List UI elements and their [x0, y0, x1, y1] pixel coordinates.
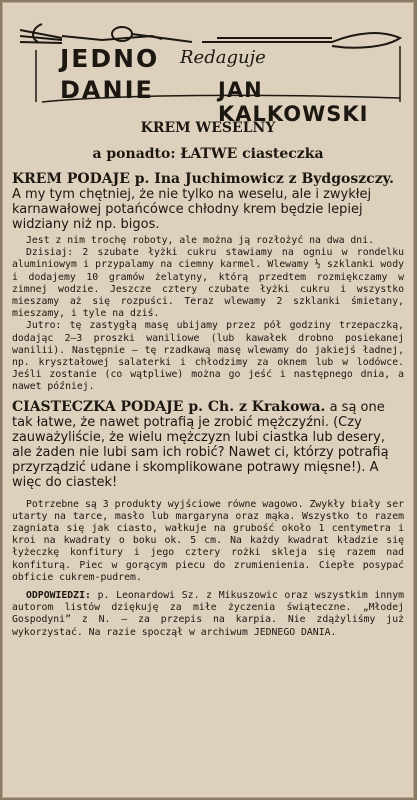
section-2-paragraph: Potrzebne są 3 produkty wyjściowe równe wagowo. Zwykły biały ser utarty na tarce, masło lub margaryna oraz mąka. Wszystko to razem zagniata się jak ciasto, wałkuje na grubość około 1 centymetra i kroi na kwadraty o boku ok. 5 cm. Na każdy kwadrat kładzie się łyżeczkę konfitury i jego cztery rożki skleja się razem nad konfiturą. Piec w gorącym piecu do zrumienienia. Ciepłe posypać obficie cukrem-pudrem. — [12, 498, 404, 583]
editor-name: JAN KALKOWSKI — [218, 78, 369, 126]
newspaper-clipping — [2, 2, 414, 798]
responses-paragraph — [12, 590, 404, 639]
column-header — [2, 2, 414, 126]
section-2-lead-text: a są one tak łatwe, że nawet potrafią je zrobić mężczyźni. (Czy zauważyliście, że wielu mężczyzn lubi ciastka lub desery, ale żaden nie lubi sam ich robić? Nawet ci, którzy potrafią przyrządzić udane i skomplikowane potrawy mięsne!). A więc do ciastek! — [12, 399, 389, 490]
article-subtitle: a ponadto: ŁATWE ciasteczka — [92, 146, 324, 162]
responses-text: p. Leonardowi Sz. z Mikuszowic oraz wszystkim innym autorom listów dziękuję za miłe życzenia świąteczne. „Młodej Gospodyni” z N. — za przepis na karpia. Nie zdążyliśmy już wykorzystać. Na razie spoczął w archiwum JEDNEGO DANIA. — [12, 590, 404, 638]
section-1-lead — [12, 172, 404, 232]
section-2-heading: CIASTECZKA PODAJE p. Ch. z Krakowa. — [12, 398, 326, 415]
spoon-icon — [112, 27, 192, 42]
section-1-paragraph: Jest z nim trochę roboty, ale można ją rozłożyć na dwa dni. — [26, 235, 374, 246]
banner-line-1: JEDNO — [60, 44, 160, 73]
section-1-lead-text: A my tym chętniej, że nie tylko na weselu, ale i zwykłej karnawałowej potańcówce chłodny krem będzie lepiej widziany niż np. bigos. — [12, 187, 372, 232]
section-2-lead — [12, 400, 404, 490]
section-1-paragraph: Jutro: tę zastygłą masę ubijamy przez pół godziny trzepaczką, dodając 2—3 proszki waniliowe (lub kawałek drobno posiekanej wanilii). Następnie — tę rzadkawą masę wlewamy do jakiejś ładnej, np. kryształowej salaterki i chłodzimy za oknem lub w lodówce. Jeśli zostanie (co wątpliwe) można go jeść i następnego dnia, a nawet później. — [12, 320, 404, 393]
knife-icon — [202, 33, 400, 48]
banner-line-2: DANIE — [60, 76, 154, 104]
responses-label: ODPOWIEDZI: — [26, 590, 91, 602]
editor-label: Redaguje — [180, 47, 266, 68]
section-1-paragraph: Dzisiaj: 2 szubate łyżki cukru stawiamy na ogniu w rondelku aluminiowym i przypalamy na ciemny karmel. Wlewamy ½ szklanki wody i dodajemy 10 gramów żelatyny, którą przedtem rozmiękczamy w zimnej wodzie. Jeszcze cztery czubate łyżki cukru i wszystko mieszamy aż się rozpuści. Teraz wlewamy 2 szklanki śmietany, mieszamy, i tyle na dziś. — [12, 247, 404, 320]
article-title: KREM WESELNY — [140, 120, 276, 136]
section-1-heading: KREM PODAJE p. Ina Juchimowicz z Bydgoszczy. — [12, 171, 395, 187]
fork-icon — [20, 24, 162, 43]
article-body — [12, 120, 404, 639]
